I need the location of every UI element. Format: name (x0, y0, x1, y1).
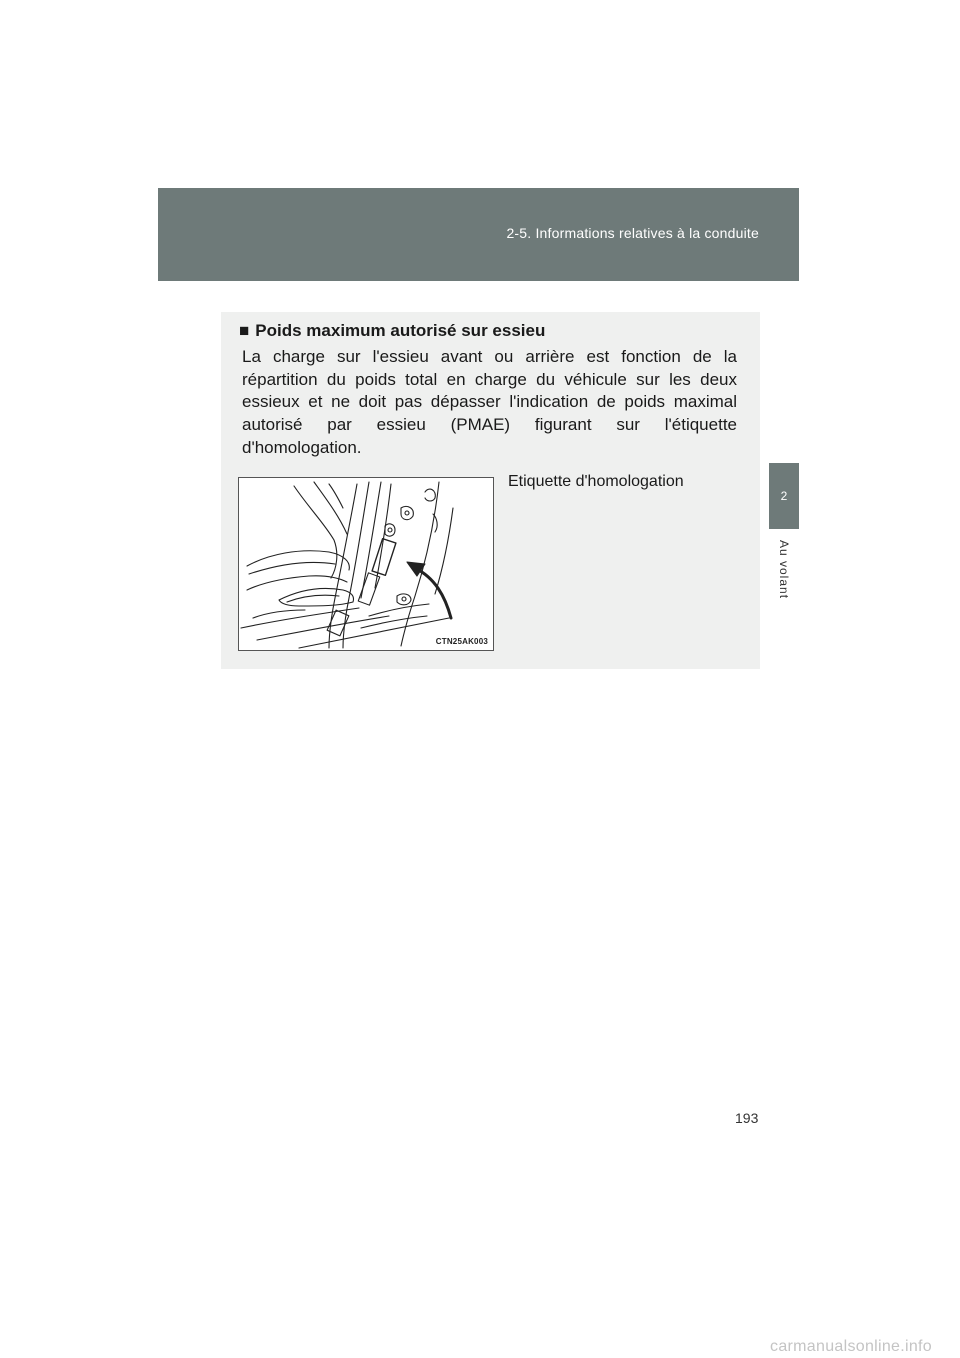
section-heading (239, 321, 545, 341)
watermark: carmanualsonline.info (770, 1338, 932, 1355)
pointer-arrow (415, 568, 451, 618)
seat-back (294, 486, 337, 578)
heading-text: Poids maximum autorisé sur essieu (255, 321, 546, 340)
chapter-number: 2 (780, 489, 788, 503)
chapter-tab[interactable] (769, 463, 799, 529)
body-paragraph: La charge sur l'essieu avant ou arrière est fonction de la répartition du poids total en charge du véhicule sur les deux essieux et ne doit pas dépasser l'indication de poids maximal autorisé par essieu (PMAE) figurant sur l'étiquette d'homologation. (242, 347, 737, 457)
header-bar (158, 188, 799, 281)
info-box (221, 312, 760, 669)
seat-cushion (247, 551, 349, 570)
chapter-label (769, 538, 799, 602)
illustration-code: CTN25AK003 (435, 637, 488, 646)
illustration-caption: Etiquette d'homologation (508, 473, 684, 490)
square-bullet-icon: ■ (239, 321, 250, 340)
section-title: 2-5. Informations relatives à la conduite (506, 225, 759, 241)
seat-door-pillar-illustration (238, 477, 494, 651)
chapter-label-text: Au volant (777, 540, 791, 600)
label-location-drawing (239, 478, 493, 650)
homologation-label (372, 539, 396, 576)
page-number: 193 (735, 1110, 759, 1126)
